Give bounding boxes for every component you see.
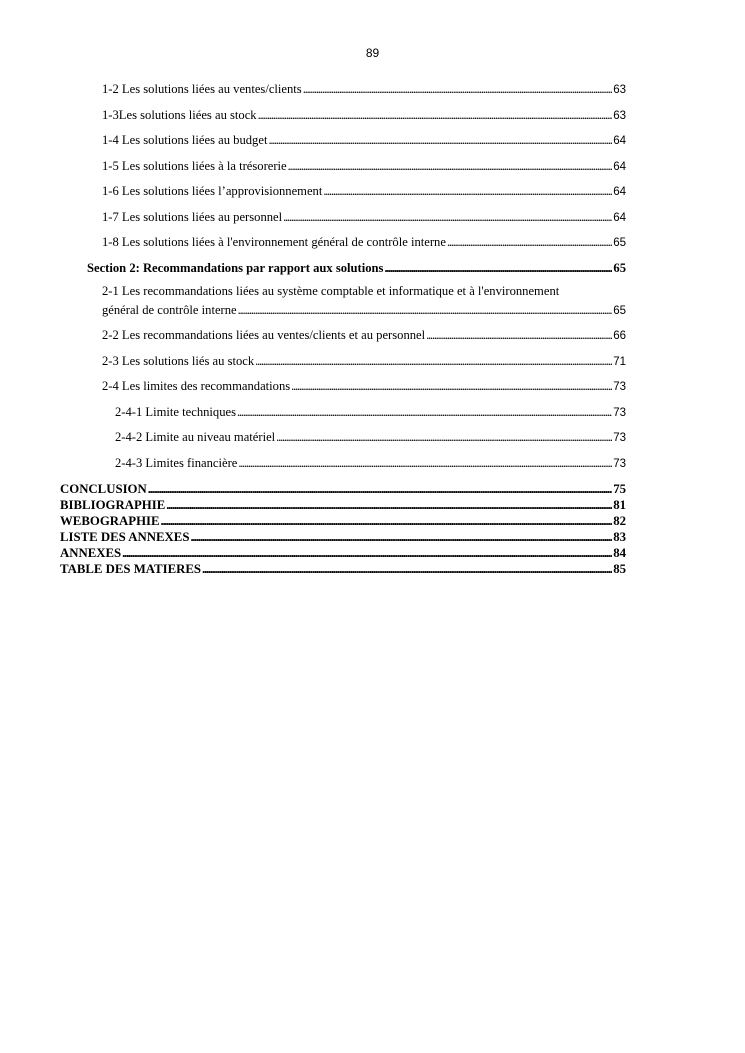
toc-entry-page: 64 <box>613 161 626 173</box>
dot-leader <box>238 456 612 471</box>
toc-entry-1-3[interactable] <box>102 108 626 124</box>
toc-entry-label: WEBOGRAPHIE <box>60 514 160 528</box>
dot-leader <box>166 498 612 513</box>
toc-entry-2-4-2[interactable] <box>115 430 626 446</box>
toc-entry-label: BIBLIOGRAPHIE <box>60 498 166 512</box>
toc-entry-page: 73 <box>613 458 626 470</box>
toc-entry-label: 1-2 Les solutions liées au ventes/clients <box>102 82 302 96</box>
toc-entry-page: 71 <box>613 356 626 368</box>
toc-entry-page: 66 <box>613 330 626 342</box>
dot-leader <box>161 514 613 529</box>
toc-entry-page: 82 <box>613 514 626 528</box>
toc-entry-label: LISTE DES ANNEXES <box>60 530 190 544</box>
dot-leader <box>288 159 613 174</box>
toc-entry-page: 73 <box>613 432 626 444</box>
toc-entry-bibliographie[interactable] <box>60 498 626 513</box>
dot-leader <box>202 562 612 577</box>
toc-entry-section-2[interactable] <box>87 261 626 276</box>
toc-entry-webographie[interactable] <box>60 514 626 529</box>
dot-leader <box>190 530 612 545</box>
toc-entry-page: 65 <box>613 261 626 275</box>
dot-leader <box>447 235 612 250</box>
toc-entry-2-4[interactable] <box>102 379 626 395</box>
toc-entry-label: 1-3Les solutions liées au stock <box>102 108 257 122</box>
toc-entry-page: 65 <box>613 305 626 317</box>
toc-entry-page: 63 <box>613 84 626 96</box>
dot-leader <box>238 303 613 318</box>
toc-entry-label: 1-4 Les solutions liées au budget <box>102 133 268 147</box>
toc-entry-2-1-line1[interactable]: 2-1 Les recommandations liées au système comptable et informatique et à l'environnement <box>102 284 560 298</box>
toc-entry-liste-des-annexes[interactable] <box>60 530 626 545</box>
toc-entry-label: Section 2: Recommandations par rapport aux solutions <box>87 261 384 275</box>
dot-leader <box>276 430 612 445</box>
toc-entry-page: 63 <box>613 110 626 122</box>
toc-entry-label: CONCLUSION <box>60 482 147 496</box>
toc-entry-page: 75 <box>613 482 626 496</box>
toc-entry-1-4[interactable] <box>102 133 626 149</box>
toc-entry-label: 1-6 Les solutions liées l’approvisionnement <box>102 184 323 198</box>
toc-entry-label: général de contrôle interne <box>102 303 237 317</box>
toc-entry-page: 65 <box>613 237 626 249</box>
toc-entry-label: 2-4-1 Limite techniques <box>115 405 237 419</box>
dot-leader <box>283 210 612 225</box>
toc-entry-page: 83 <box>613 530 626 544</box>
dot-leader <box>384 261 612 276</box>
toc-entry-2-4-3[interactable] <box>115 456 626 472</box>
toc-entry-label: ANNEXES <box>60 546 122 560</box>
dot-leader <box>268 133 612 148</box>
toc-entry-2-2[interactable] <box>102 328 626 344</box>
toc-entry-annexes[interactable] <box>60 546 626 561</box>
dot-leader <box>148 482 612 497</box>
toc-entry-page: 81 <box>613 498 626 512</box>
toc-entry-1-5[interactable] <box>102 159 626 175</box>
toc-entry-page: 73 <box>613 407 626 419</box>
toc-entry-1-6[interactable] <box>102 184 626 200</box>
toc-entry-2-1[interactable] <box>102 303 626 319</box>
dot-leader <box>122 546 612 561</box>
page-number: 89 <box>365 46 380 60</box>
dot-leader <box>258 108 613 123</box>
toc-entry-label: 2-4-2 Limite au niveau matériel <box>115 430 276 444</box>
dot-leader <box>291 379 612 394</box>
toc-entry-2-3[interactable] <box>102 354 626 370</box>
toc-entry-page: 85 <box>613 562 626 576</box>
dot-leader <box>255 354 612 369</box>
toc-entry-page: 64 <box>613 135 626 147</box>
toc-entry-1-7[interactable] <box>102 210 626 226</box>
toc-entry-label: 2-3 Les solutions liés au stock <box>102 354 255 368</box>
dot-leader <box>303 82 612 97</box>
toc-entry-page: 64 <box>613 186 626 198</box>
toc-entry-page: 64 <box>613 212 626 224</box>
toc-entry-page: 73 <box>613 381 626 393</box>
toc-entry-label: 2-2 Les recommandations liées au ventes/clients et au personnel <box>102 328 426 342</box>
dot-leader <box>426 328 612 343</box>
toc-entry-label: 1-7 Les solutions liées au personnel <box>102 210 283 224</box>
dot-leader <box>323 184 612 199</box>
toc-entry-1-2[interactable] <box>102 82 626 98</box>
toc-entry-label: 2-4 Les limites des recommandations <box>102 379 291 393</box>
toc-entry-label: 2-4-3 Limites financière <box>115 456 238 470</box>
dot-leader <box>237 405 612 420</box>
toc-entry-2-4-1[interactable] <box>115 405 626 421</box>
toc-entry-label: TABLE DES MATIERES <box>60 562 202 576</box>
toc-entry-1-8[interactable] <box>102 235 626 251</box>
toc-entry-conclusion[interactable] <box>60 482 626 497</box>
toc-entry-table-des-matieres[interactable] <box>60 562 626 577</box>
toc-entry-label: 1-5 Les solutions liées à la trésorerie <box>102 159 287 173</box>
toc-entry-label: 1-8 Les solutions liées à l'environnement général de contrôle interne <box>102 235 446 249</box>
toc-entry-page: 84 <box>613 546 626 560</box>
